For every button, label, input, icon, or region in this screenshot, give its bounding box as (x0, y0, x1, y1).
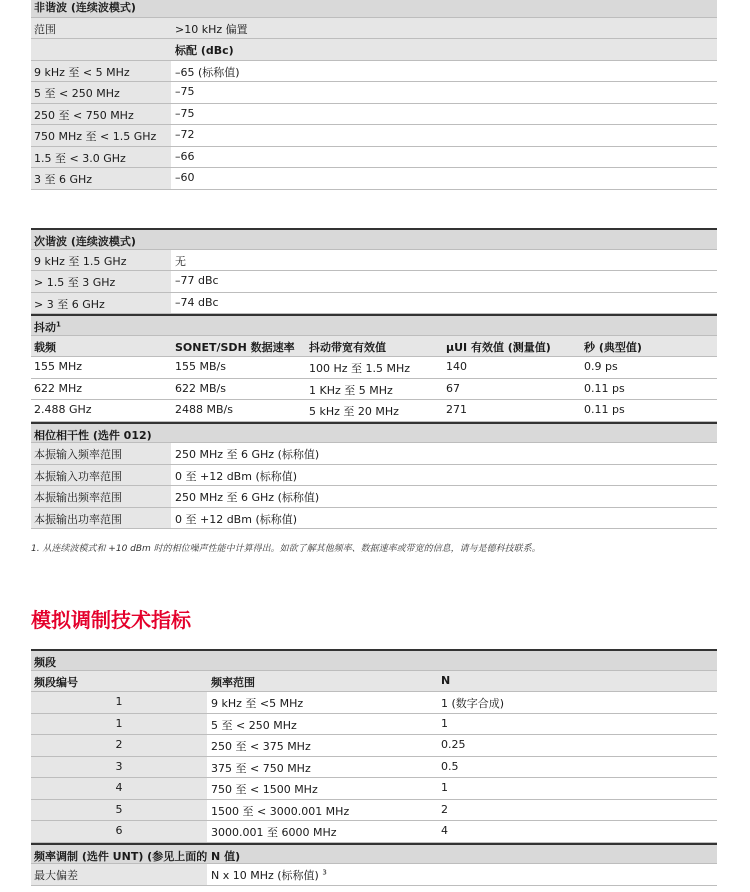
jitter-cell: 0.11 ps (584, 381, 625, 395)
table-row (31, 778, 717, 800)
table-row (31, 714, 717, 736)
band-number: 2 (115, 738, 123, 751)
fm-maxdev-label: 最大偏差 (34, 869, 78, 882)
band-n: 0.5 (441, 759, 459, 773)
value-cell: 0 至 +12 dBm (标称值) (175, 469, 298, 483)
label-cell: 本振输出频率范围 (34, 491, 122, 504)
band-range: 750 至 < 1500 MHz (211, 783, 318, 796)
range-cell: 1.5 至 < 3.0 GHz (34, 151, 126, 165)
band-n: 4 (441, 824, 448, 837)
spec-label: 标配 (dBc) (171, 39, 717, 60)
bands-table (31, 649, 717, 886)
value-cell: –75 (175, 106, 195, 120)
band-n: 1 (441, 781, 448, 794)
band-range: 375 至 < 750 MHz (211, 761, 311, 775)
table-row (31, 735, 717, 757)
band-range: 250 至 < 375 MHz (211, 740, 311, 753)
band-n: 2 (441, 802, 448, 816)
fm-maxdev-row (31, 864, 717, 886)
table-row (31, 400, 717, 422)
value-cell: –77 dBc (175, 274, 219, 287)
subharmonic-table (31, 228, 717, 529)
bands-col-n: N (441, 673, 451, 687)
table-row (31, 293, 717, 315)
table-row (31, 486, 717, 508)
jitter-cell: 0.11 ps (584, 403, 625, 416)
range-cell: 5 至 < 250 MHz (34, 87, 120, 100)
label-cell: 本振输出功率范围 (34, 512, 122, 526)
bands-header (31, 649, 717, 671)
jitter-col-seconds: 秒 (典型值) (584, 340, 642, 354)
table-row (31, 61, 717, 83)
table-row (31, 271, 717, 293)
jitter-cell: 0.9 ps (584, 360, 618, 373)
band-range: 9 kHz 至 <5 MHz (211, 697, 304, 710)
nonharmonic-range-row (31, 18, 717, 40)
jitter-cell: 1 KHz 至 5 MHz (309, 383, 393, 397)
bands-col-range: 频率范围 (211, 675, 255, 689)
band-range: 1500 至 < 3000.001 MHz (211, 804, 350, 818)
jitter-header (31, 314, 717, 336)
range-cell: > 1.5 至 3 GHz (34, 276, 116, 289)
jitter-cell: 155 MB/s (175, 360, 226, 373)
jitter-col-rate: SONET/SDH 数据速率 (175, 340, 295, 354)
table-row (31, 757, 717, 779)
value-cell: –75 (175, 85, 195, 98)
jitter-cell: 67 (446, 381, 460, 395)
range-cell: 9 kHz 至 1.5 GHz (34, 254, 127, 268)
bands-col-number: 频段编号 (34, 675, 78, 689)
band-number: 6 (115, 824, 123, 837)
band-range: 5 至 < 250 MHz (211, 718, 297, 732)
band-number: 1 (115, 695, 123, 708)
nonharmonic-spec-row (31, 39, 717, 61)
fm-header (31, 843, 717, 865)
band-n: 0.25 (441, 738, 466, 751)
value-cell: –66 (175, 149, 195, 163)
table-row (31, 125, 717, 147)
table-row (31, 821, 717, 843)
jitter-cell: 5 kHz 至 20 MHz (309, 405, 399, 418)
band-number: 4 (115, 781, 123, 794)
table-row (31, 692, 717, 714)
table-row (31, 379, 717, 401)
band-n: 1 (数字合成) (441, 697, 505, 710)
jitter-cell: 271 (446, 403, 467, 416)
table-row (31, 800, 717, 822)
band-n: 1 (441, 716, 448, 730)
fm-title: 频率调制 (选件 UNT) (参见上面的 N 值) (34, 849, 241, 863)
range-cell: 750 MHz 至 < 1.5 GHz (34, 130, 157, 143)
coherence-title: 相位相干性 (选件 012) (34, 428, 152, 442)
subharmonic-header (31, 228, 717, 250)
bands-column-headers (31, 671, 717, 693)
label-cell: 本振输入功率范围 (34, 469, 122, 483)
band-range: 3000.001 至 6000 MHz (211, 826, 337, 839)
band-number: 5 (115, 802, 123, 816)
jitter-title: 抖动$^1$ (34, 320, 61, 334)
value-cell: 250 MHz 至 6 GHz (标称值) (175, 491, 320, 504)
nonharmonic-table (31, 0, 717, 190)
jitter-cell: 155 MHz (34, 360, 83, 373)
value-cell: 250 MHz 至 6 GHz (标称值) (175, 448, 320, 461)
range-cell: > 3 至 6 GHz (34, 297, 105, 311)
subharmonic-title: 次谐波 (连续波模式) (34, 235, 136, 248)
value-cell: –72 (175, 128, 195, 141)
offset-label: >10 kHz 偏置 (175, 22, 248, 36)
value-cell: –65 (标称值) (175, 65, 240, 79)
band-number: 1 (115, 716, 123, 730)
jitter-column-headers (31, 336, 717, 358)
coherence-header (31, 422, 717, 444)
value-cell: –74 dBc (175, 295, 219, 309)
nonharmonic-title: 非谐波 (连续波模式) (34, 1, 136, 14)
nonharmonic-header (31, 0, 717, 18)
footnote: 1. 从连续波模式和 +10 dBm 时的相位噪声性能中计算得出。如欲了解其他频率、数据速率或带宽的信息，请与是德科技联系。 (31, 544, 541, 554)
bands-title: 频段 (34, 656, 56, 669)
value-cell: 无 (175, 254, 186, 268)
jitter-col-carrier: 载频 (34, 340, 56, 354)
table-row (31, 465, 717, 487)
jitter-col-bandwidth: 抖动带宽有效值 (309, 340, 386, 354)
table-row (31, 168, 717, 190)
jitter-cell: 2488 MB/s (175, 403, 233, 416)
table-row (31, 250, 717, 272)
value-cell: 0 至 +12 dBm (标称值) (175, 512, 298, 526)
range-label: 范围 (34, 22, 56, 36)
range-cell: 9 kHz 至 < 5 MHz (34, 65, 130, 79)
jitter-cell: 140 (446, 360, 467, 373)
band-number: 3 (115, 759, 123, 773)
label-cell: 本振输入频率范围 (34, 448, 122, 461)
table-row (31, 104, 717, 126)
section-title: 模拟调制技术指标 (31, 608, 191, 632)
fm-maxdev-value: N x 10 MHz (标称值) $^3$ (211, 868, 327, 882)
value-cell: –60 (175, 171, 195, 184)
jitter-cell: 2.488 GHz (34, 403, 92, 416)
jitter-cell: 622 MHz (34, 381, 83, 395)
range-cell: 250 至 < 750 MHz (34, 108, 134, 122)
table-row (31, 357, 717, 379)
table-row (31, 443, 717, 465)
table-row (31, 82, 717, 104)
jitter-col-uui: µUI 有效值 (测量值) (446, 340, 551, 354)
range-cell: 3 至 6 GHz (34, 173, 93, 186)
table-row (31, 147, 717, 169)
jitter-cell: 100 Hz 至 1.5 MHz (309, 362, 411, 375)
table-row (31, 508, 717, 530)
jitter-cell: 622 MB/s (175, 381, 226, 395)
